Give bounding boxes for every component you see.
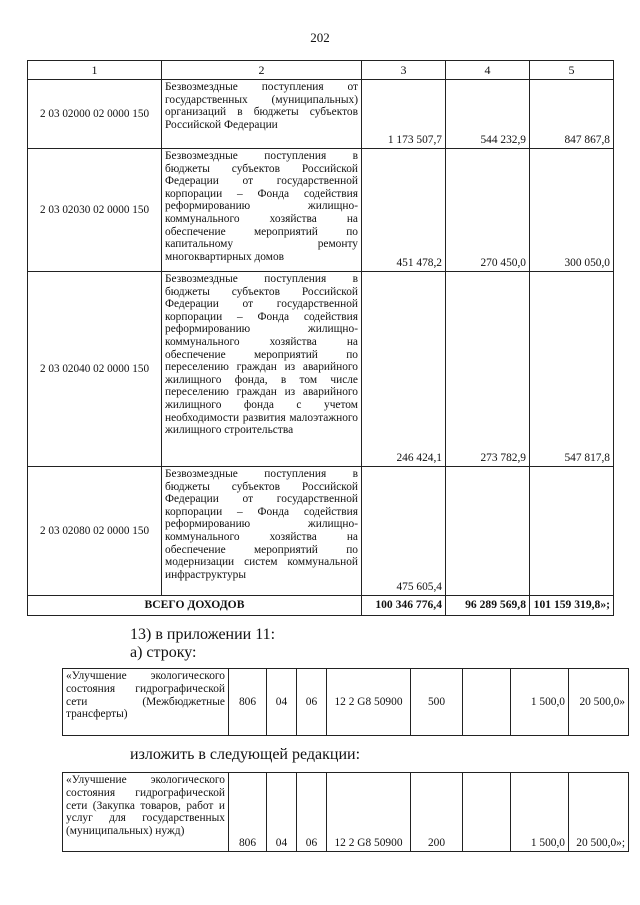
- budget-code: 2 03 02030 02 0000 150: [28, 149, 162, 272]
- column-header: 5: [530, 61, 614, 80]
- revenue-table: [27, 60, 614, 616]
- target-code: 12 2 G8 50900: [327, 773, 411, 852]
- amount-cell: 1 500,0: [511, 669, 569, 736]
- amount-cell: 1 173 507,7: [362, 80, 446, 149]
- column-header: 4: [446, 61, 530, 80]
- row-description: Безвозмездные поступления в бюджеты субъектов Российской Федерации от государственной корпорации – Фонда содействия реформированию жилищно-коммунального хозяйства на обеспечение мероприятий по модернизации систем коммунальной инфраструктуры: [162, 467, 362, 596]
- column-header: 2: [162, 61, 362, 80]
- ministry-code: 806: [229, 773, 267, 852]
- subsection-code: 06: [297, 669, 327, 736]
- page-number: 202: [310, 30, 330, 45]
- program-name: «Улучшение экологического состояния гидрографической сети (Закупка товаров, работ и услуг для государственных (муниципальных) нужд): [63, 773, 229, 852]
- section-code: 04: [267, 773, 297, 852]
- total-amount: 100 346 776,4: [362, 596, 446, 616]
- total-row: [28, 596, 614, 616]
- row-description: Безвозмездные поступления в бюджеты субъектов Российской Федерации от государственной корпорации – Фонда содействия реформированию жилищно-коммунального хозяйства на обеспечение мероприятий по переселению граждан из аварийного жилищного фонда, в том числе переселению граждан из аварийного жилищного фонда с учетом необходимости развития малоэтажного жилищного строительства: [162, 272, 362, 467]
- new-row-table: [62, 772, 629, 852]
- amount-cell: 847 867,8: [530, 80, 614, 149]
- table-row: [63, 669, 629, 736]
- table-header-row: [28, 61, 614, 80]
- amount-cell: 246 424,1: [362, 272, 446, 467]
- amount-cell: [530, 467, 614, 596]
- total-amount: 96 289 569,8: [446, 596, 530, 616]
- empty-cell: [463, 669, 511, 736]
- empty-cell: [463, 773, 511, 852]
- column-header: 1: [28, 61, 162, 80]
- total-label: ВСЕГО ДОХОДОВ: [28, 596, 362, 616]
- amount-cell: 475 605,4: [362, 467, 446, 596]
- old-row-table: [62, 668, 629, 736]
- column-header: 3: [362, 61, 446, 80]
- amount-cell: [446, 467, 530, 596]
- amount-cell: 300 050,0: [530, 149, 614, 272]
- amount-cell: 547 817,8: [530, 272, 614, 467]
- amendment-transition: изложить в следующей редакции:: [130, 746, 361, 763]
- amount-cell: 20 500,0»;: [569, 773, 629, 852]
- table-row: [28, 80, 614, 149]
- amount-cell: 20 500,0»: [569, 669, 629, 736]
- table-row: [28, 149, 614, 272]
- amount-cell: 1 500,0: [511, 773, 569, 852]
- subsection-code: 06: [297, 773, 327, 852]
- ministry-code: 806: [229, 669, 267, 736]
- table-row: [28, 467, 614, 596]
- amount-cell: 544 232,9: [446, 80, 530, 149]
- amount-cell: 270 450,0: [446, 149, 530, 272]
- amendment-subitem: а) строку:: [130, 644, 197, 661]
- row-description: Безвозмездные поступления в бюджеты субъектов Российской Федерации от государственной корпорации – Фонда содействия реформированию жилищно-коммунального хозяйства на обеспечение мероприятий по капитальному ремонту многоквартирных домов: [162, 149, 362, 272]
- table-row: [28, 272, 614, 467]
- target-code: 12 2 G8 50900: [327, 669, 411, 736]
- program-name: «Улучшение экологического состояния гидрографической сети (Межбюджетные трансферты): [63, 669, 229, 736]
- total-amount: 101 159 319,8»;: [530, 596, 614, 616]
- row-description: Безвозмездные поступления от государственных (муниципальных) организаций в бюджеты субъектов Российской Федерации: [162, 80, 362, 149]
- budget-code: 2 03 02080 02 0000 150: [28, 467, 162, 596]
- amount-cell: 273 782,9: [446, 272, 530, 467]
- budget-code: 2 03 02000 02 0000 150: [28, 80, 162, 149]
- amendment-item: 13) в приложении 11:: [130, 626, 276, 643]
- section-code: 04: [267, 669, 297, 736]
- table-row: [63, 773, 629, 852]
- amount-cell: 451 478,2: [362, 149, 446, 272]
- budget-code: 2 03 02040 02 0000 150: [28, 272, 162, 467]
- expense-type-code: 500: [411, 669, 463, 736]
- expense-type-code: 200: [411, 773, 463, 852]
